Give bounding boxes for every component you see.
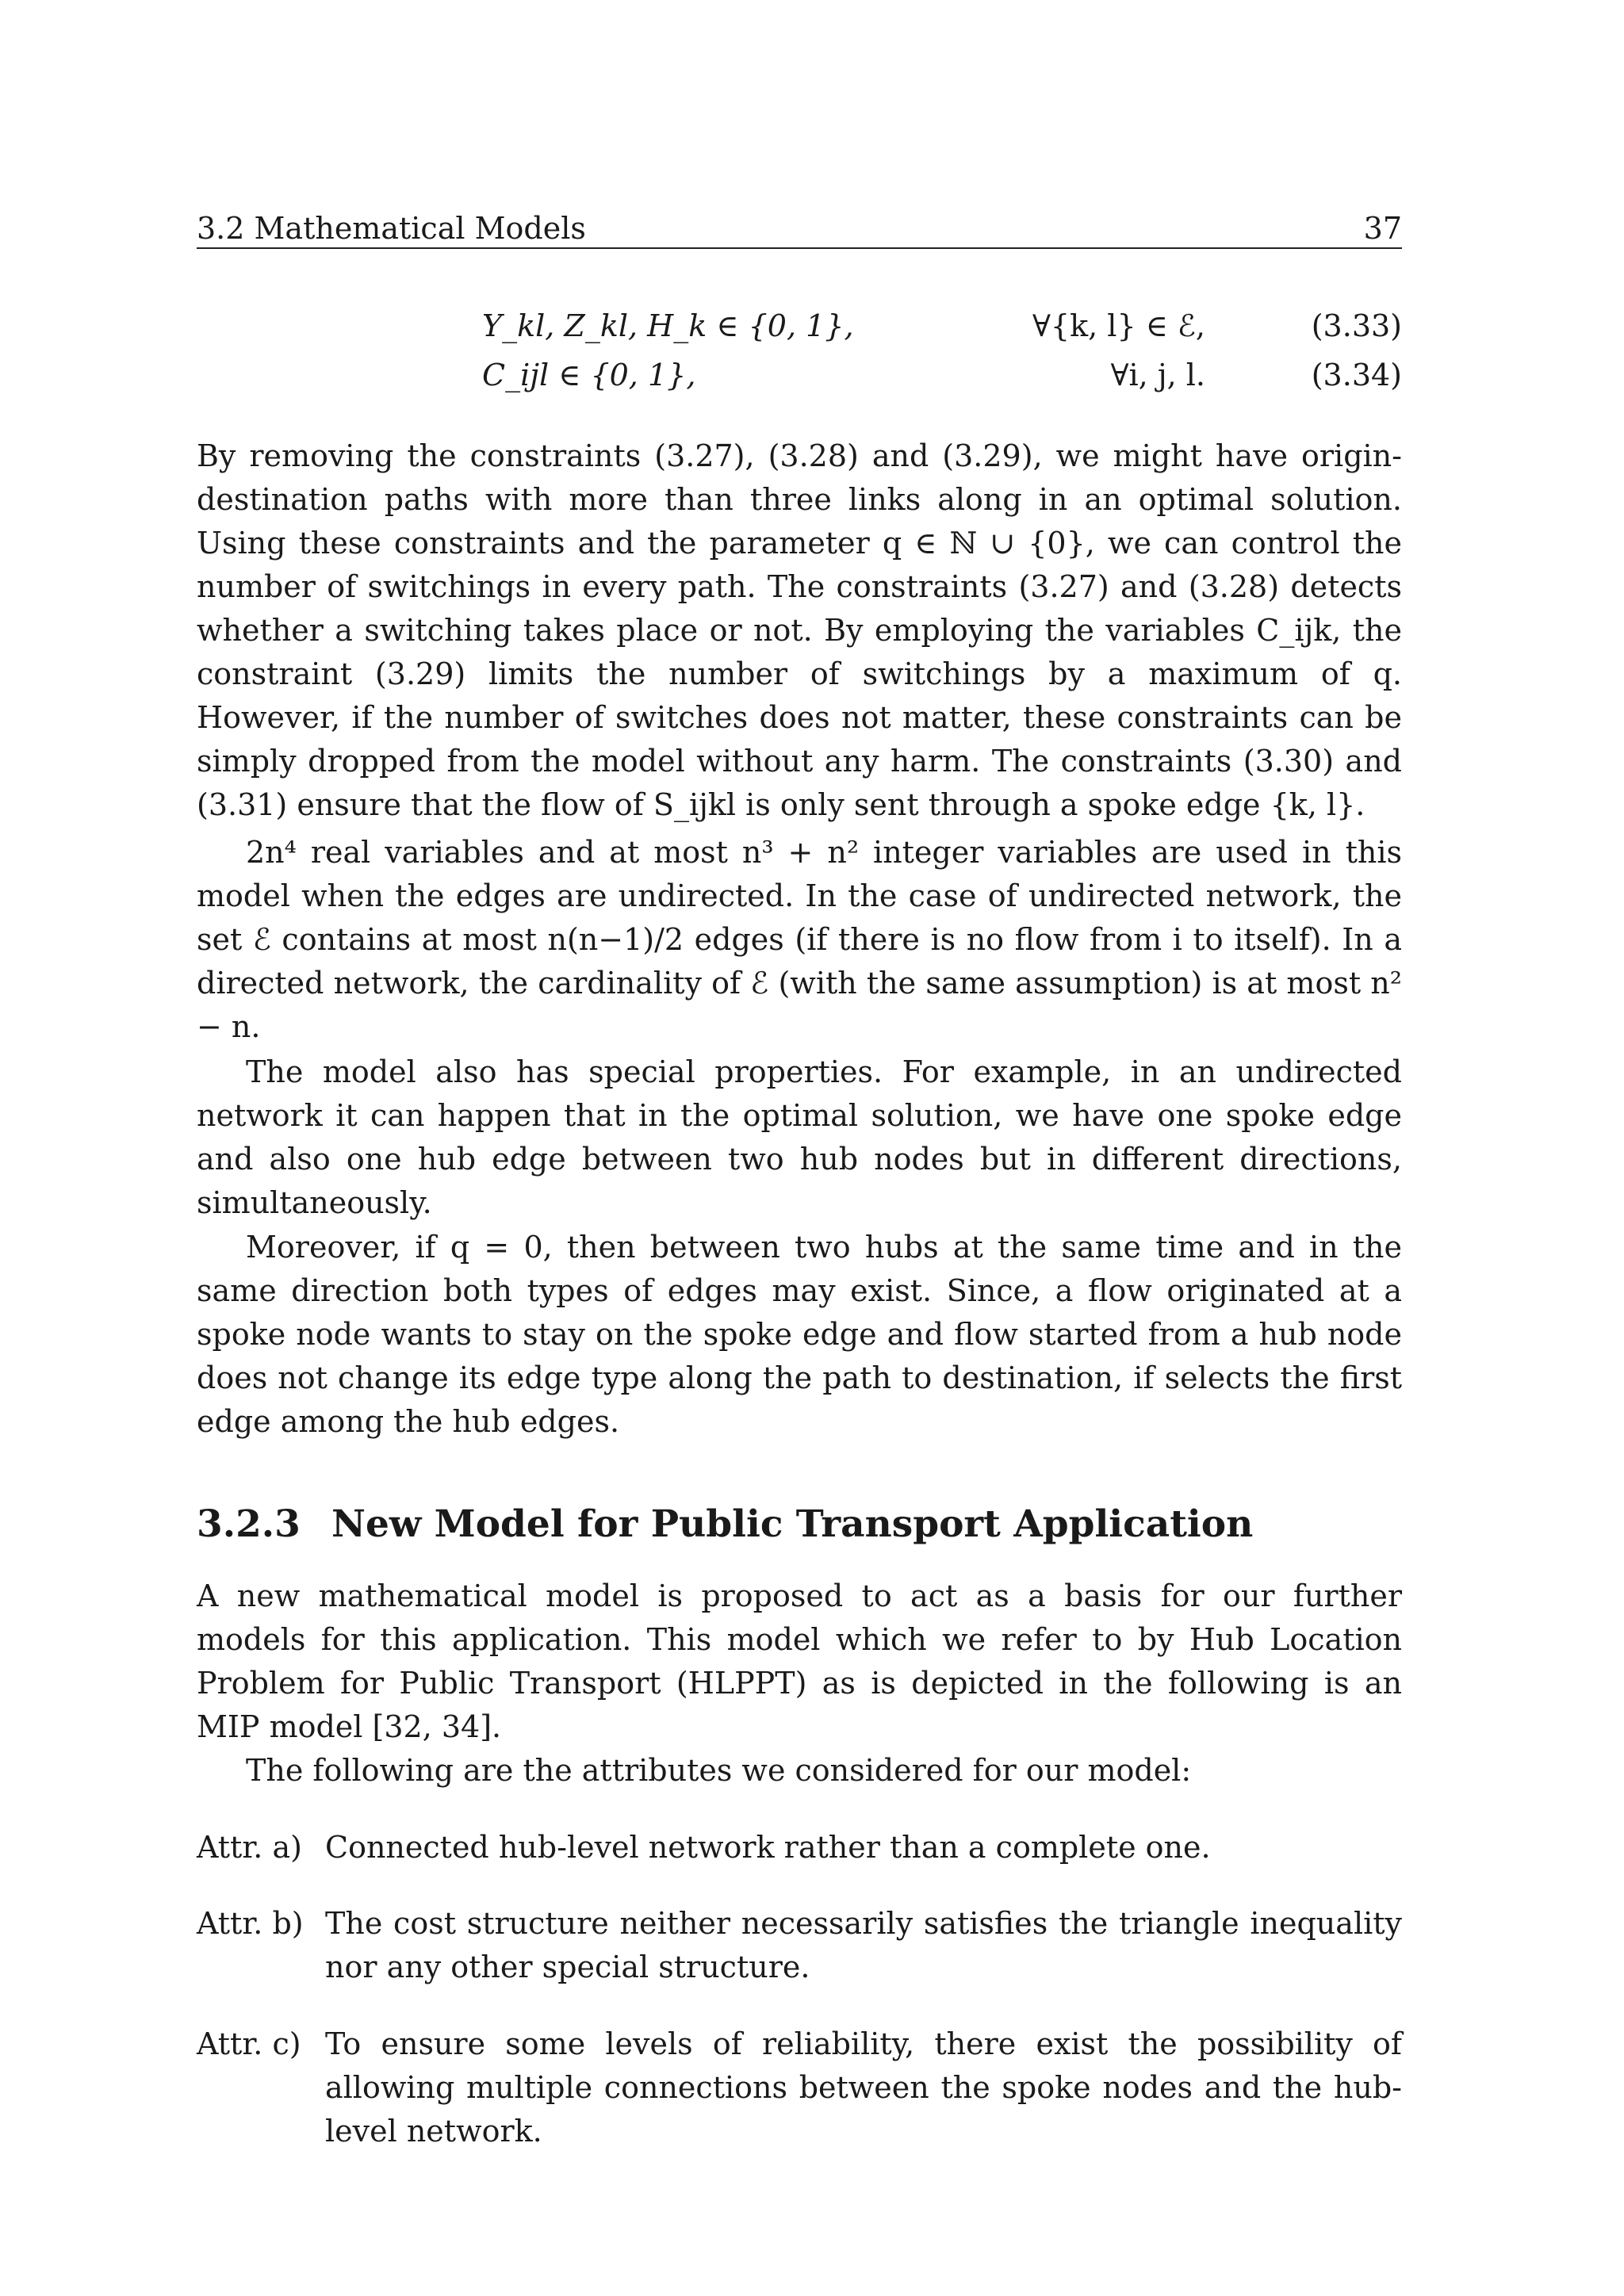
attribute-text: The cost structure neither necessarily satisfies the triangle inequality nor any other special structure. (325, 1906, 1402, 1984)
equation-3-34 (197, 354, 1402, 396)
header-section-title: 3.2 Mathematical Models (197, 211, 586, 246)
paragraph-constraints: By removing the constraints (3.27), (3.28) and (3.29), we might have origin-destination paths with more than three links along in an optimal solution. Using these constraints and the parameter q ∈ ℕ ∪ {0}, we can control the number of switchings in every path. The constraints (3.27) and (3.28) detects whether a switching takes place or not. By employing the variables C_ijk, the constraint (3.29) limits the number of switchings by a maximum of q. However, if the number of switches does not matter, these constraints can be simply dropped from the model without any harm. The constraints (3.30) and (3.31) ensure that the flow of S_ijkl is only sent through a spoke edge {k, l}. (197, 438, 1402, 822)
section-number: 3.2.3 (197, 1502, 301, 1546)
paragraph-new-model: A new mathematical model is proposed to act as a basis for our further models for this application. This model which we refer to by Hub Location Problem for Public Transport (HLPPT) as is depicted in the following is an MIP model [32, 34]. (197, 1578, 1402, 1744)
running-header (197, 209, 1402, 249)
paragraph-moreover: Moreover, if q = 0, then between two hubs at the same time and in the same direction both types of edges may exist. Since, a flow originated at a spoke node wants to stay on the spoke edge and flow started from a hub node does not change its edge type along the path to destination, if selects the first edge among the hub edges. (197, 1230, 1402, 1439)
attribute-item (197, 2022, 1402, 2153)
equation-condition: ∀{k, l} ∈ ℰ, (1032, 308, 1205, 343)
attribute-item (197, 1826, 1402, 1869)
attribute-text: Connected hub-level network rather than a complete one. (325, 1830, 1211, 1865)
section-title: New Model for Public Transport Application (331, 1502, 1254, 1546)
attribute-tag: Attr. a) (197, 1830, 302, 1865)
page-number: 37 (1363, 211, 1402, 246)
attribute-text: To ensure some levels of reliability, there exist the possibility of allowing multiple connections between the spoke nodes and the hub-level network. (325, 2026, 1402, 2149)
attribute-tag: Attr. c) (197, 2026, 301, 2061)
paragraph-variables: 2n⁴ real variables and at most n³ + n² integer variables are used in this model when the edges are undirected. In the case of undirected network, the set ℰ contains at most n(n−1)/2 edges (if there is no flow from i to itself). In a directed network, the cardinality of ℰ (with the same assumption) is at most n² − n. (197, 835, 1402, 1044)
paragraph-attributes-intro: The following are the attributes we considered for our model: (246, 1753, 1192, 1788)
equation-condition: ∀i, j, l. (1110, 358, 1205, 392)
paragraph-properties: The model also has special properties. For example, in an undirected network it can happen that in the optimal solution, we have one spoke edge and also one hub edge between two hub nodes but in different directions, simultaneously. (197, 1054, 1402, 1220)
equation-number: (3.34) (1311, 358, 1402, 392)
equation-3-33 (197, 304, 1402, 347)
equation-number: (3.33) (1311, 308, 1402, 343)
attribute-item (197, 1902, 1402, 1989)
attribute-tag: Attr. b) (197, 1906, 304, 1941)
equation-lhs: C_ijl ∈ {0, 1}, (482, 358, 696, 392)
section-heading (197, 1501, 1253, 1548)
equation-lhs: Y_kl, Z_kl, H_k ∈ {0, 1}, (482, 308, 854, 343)
